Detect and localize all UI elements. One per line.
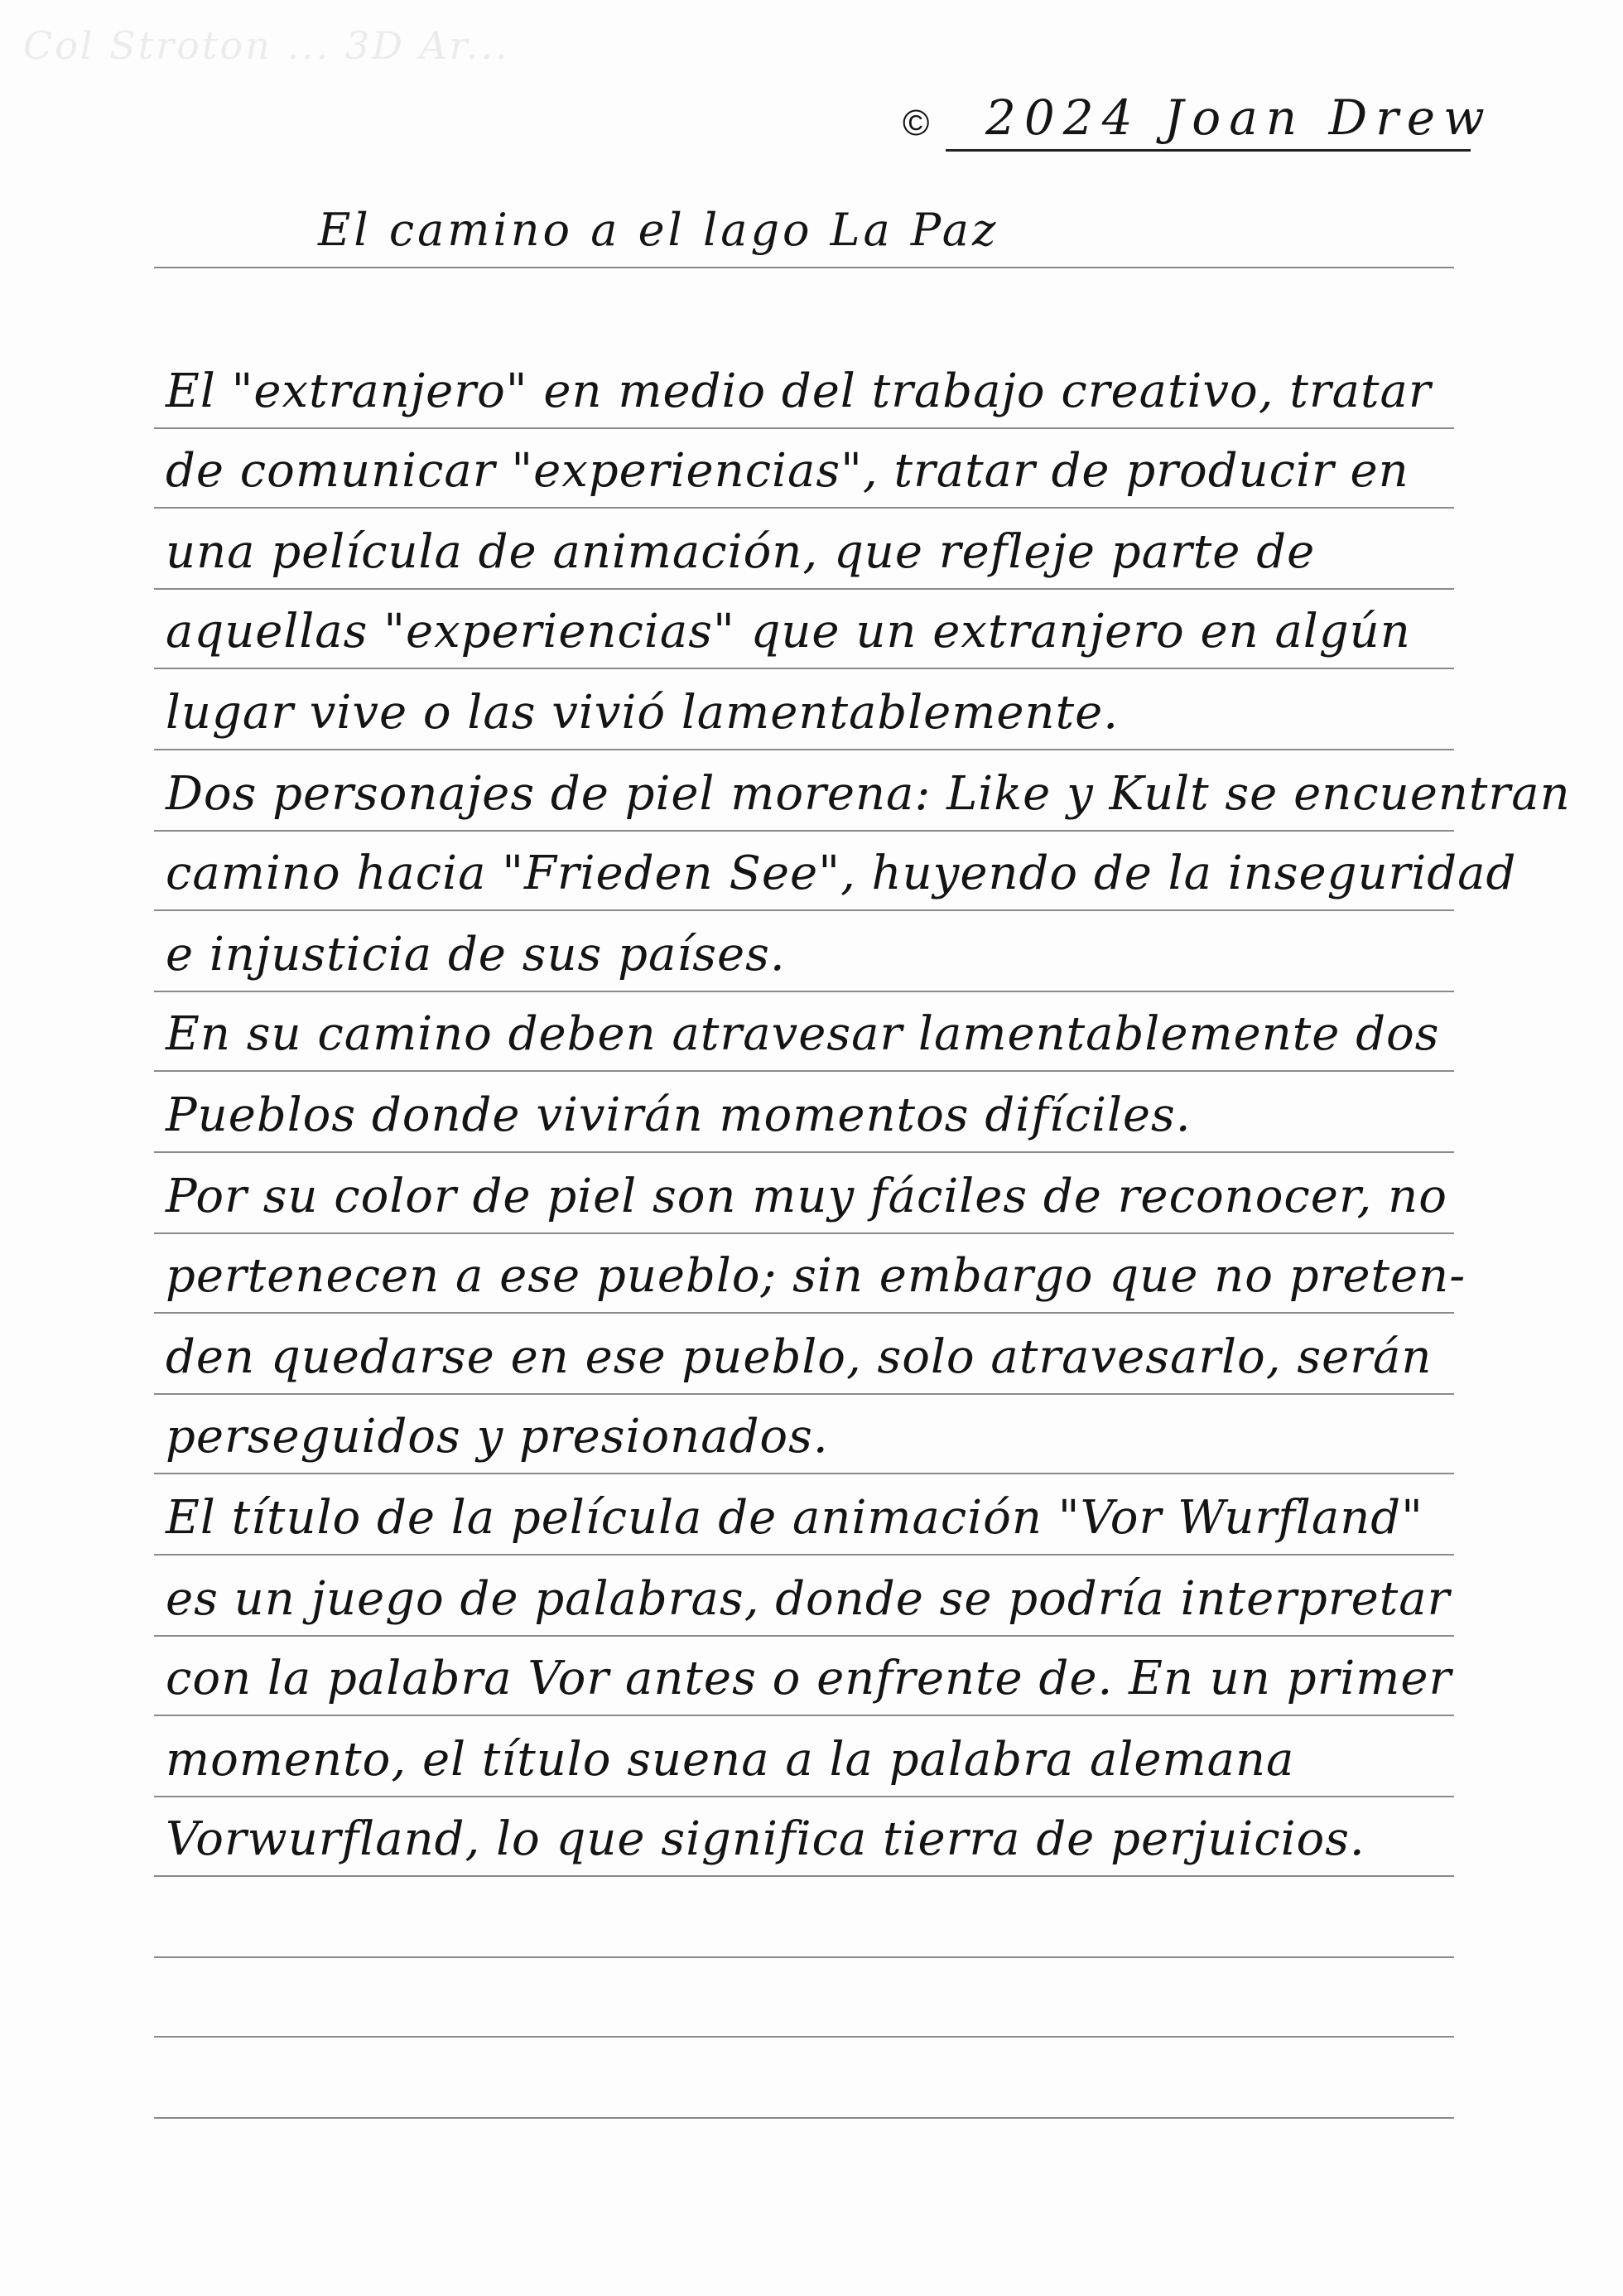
- text-line: con la palabra Vor antes o enfrente de. En un primer: [166, 1652, 1452, 1705]
- text-line: den quedarse en ese pueblo, solo atravesarlo, serán: [166, 1330, 1433, 1384]
- document-title: El camino a el lago La Paz: [318, 204, 999, 256]
- text-line: pertenecen a ese pueblo; sin embargo que no preten-: [166, 1249, 1466, 1303]
- copyright-author: 2024 Joan Drew: [985, 89, 1493, 146]
- ruled-line: [154, 267, 1454, 268]
- ruled-line: [154, 1956, 1454, 1958]
- text-line: El título de la película de animación "Vor Wurfland": [166, 1491, 1423, 1545]
- ruled-line: [154, 507, 1454, 509]
- text-line: una película de animación, que refleje parte de: [166, 525, 1316, 579]
- text-line: de comunicar "experiencias", tratar de producir en: [166, 444, 1409, 498]
- ruled-line: [154, 1070, 1454, 1072]
- ruled-line: [154, 1635, 1454, 1637]
- ruled-line: [154, 668, 1454, 669]
- ruled-line: [154, 1473, 1454, 1474]
- faint-header-text: Col Stroton ... 3D Ar...: [23, 23, 510, 68]
- text-line: El "extranjero" en medio del trabajo creativo, tratar: [166, 364, 1432, 418]
- text-line: aquellas "experiencias" que un extranjero en algún: [166, 605, 1411, 658]
- text-line: momento, el título suena a la palabra alemana: [166, 1733, 1295, 1787]
- ruled-line: [154, 1232, 1454, 1234]
- text-line: camino hacia "Frieden See", huyendo de la inseguridad: [166, 847, 1517, 900]
- text-line: lugar vive o las vivió lamentablemente.: [166, 686, 1120, 740]
- ruled-line: [154, 909, 1454, 911]
- ruled-line: [154, 991, 1454, 992]
- ruled-line: [154, 1875, 1454, 1877]
- text-line: e injusticia de sus países.: [166, 928, 786, 982]
- ruled-line: [154, 1151, 1454, 1153]
- ruled-line: [154, 2117, 1454, 2119]
- ruled-line: [154, 830, 1454, 832]
- copyright-notice: [903, 89, 1493, 147]
- copyright-symbol: ©: [903, 103, 930, 143]
- ruled-line: [154, 427, 1454, 429]
- text-line: Por su color de piel son muy fáciles de reconocer, no: [166, 1170, 1447, 1223]
- text-line: Pueblos donde vivirán momentos difíciles.: [166, 1088, 1192, 1142]
- text-line: Vorwurfland, lo que significa tierra de perjuicios.: [166, 1812, 1365, 1866]
- ruled-line: [154, 2036, 1454, 2038]
- ruled-line: [154, 588, 1454, 590]
- copyright-underline: [946, 149, 1471, 152]
- ruled-line: [154, 749, 1454, 750]
- ruled-line: [154, 1312, 1454, 1314]
- text-line: En su camino deben atravesar lamentablemente dos: [166, 1007, 1440, 1061]
- text-line: Dos personajes de piel morena: Like y Kult se encuentran: [166, 767, 1571, 821]
- ruled-line: [154, 1715, 1454, 1716]
- ruled-line: [154, 1796, 1454, 1797]
- text-line: perseguidos y presionados.: [166, 1410, 829, 1464]
- ruled-line: [154, 1554, 1454, 1556]
- ruled-line: [154, 1393, 1454, 1395]
- text-line: es un juego de palabras, donde se podría interpretar: [166, 1572, 1451, 1626]
